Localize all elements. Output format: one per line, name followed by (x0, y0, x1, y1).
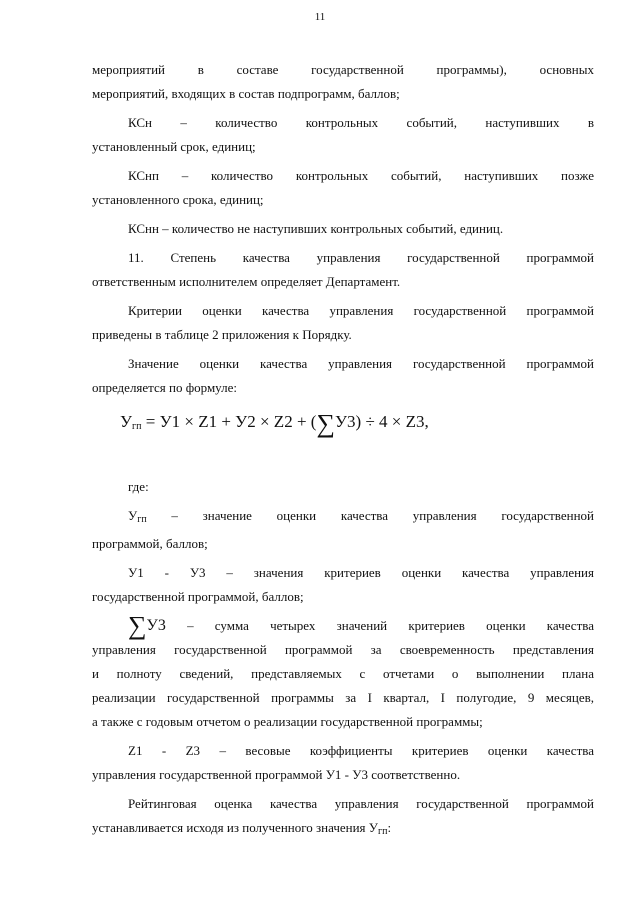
text-line: КСн – количество контрольных событий, наступивших в (128, 115, 594, 130)
text-line: установленный срок, единиц; (92, 139, 256, 154)
text-line: мероприятий в составе государственной программы), основных (92, 62, 594, 77)
text-line: государственной программой, баллов; (92, 589, 304, 604)
formula-lhs: У (120, 412, 133, 431)
text-line (92, 816, 594, 844)
definition-z1-z3 (92, 739, 594, 787)
page-number: 11 (314, 11, 326, 23)
paragraph-ksnn: КСнн – количество не наступивших контрольных событий, единиц. (128, 221, 504, 236)
paragraph-formula-intro (92, 352, 594, 400)
text-line (92, 504, 594, 532)
where-label: где: (128, 479, 149, 494)
formula-rhs-part2: У3) ÷ 4 × Z3, (335, 412, 429, 431)
paragraph-11 (92, 246, 594, 294)
definition-text: – сумма четырех значений критериев оценки качества (165, 618, 594, 633)
definition-symbol: У (128, 508, 138, 523)
paragraph-criteria (92, 299, 594, 347)
text-line: КСнп – количество контрольных событий, наступивших позже (128, 168, 594, 183)
definition-text: – значение оценки качества управления государственной (146, 508, 594, 523)
text-line: реализации государственной программы за I квартал, I полугодие, 9 месяцев, (92, 690, 594, 705)
definition-symbol: У3 (146, 617, 166, 634)
paragraph-rating (92, 792, 594, 844)
rating-colon: : (387, 820, 392, 835)
text-line: 11. Степень качества управления государственной программой (128, 250, 594, 265)
document-body (92, 58, 594, 849)
formula-rhs-part1: = У1 × Z1 + У2 × Z2 + ( (141, 412, 317, 431)
text-line: Значение оценки качества управления государственной программой (128, 356, 594, 371)
formula-ugp (120, 410, 594, 439)
formula-lhs-subscript: гп (132, 421, 142, 432)
paragraph-ksnp (92, 164, 594, 212)
text-line: Критерии оценки качества управления государственной программой (128, 303, 594, 318)
sum-symbol: ∑ (316, 409, 335, 438)
text-line: а также с годовым отчетом о реализации государственной программы; (92, 714, 483, 729)
sum-symbol: ∑ (128, 611, 147, 640)
text-line: Z1 - Z3 – весовые коэффициенты критериев оценки качества (128, 743, 594, 758)
definition-u1-u3 (92, 561, 594, 609)
rating-subscript: гп (378, 826, 388, 837)
paragraph-ksn (92, 111, 594, 159)
text-line: Рейтинговая оценка качества управления государственной программой (128, 796, 594, 811)
text-line: установленного срока, единиц; (92, 192, 264, 207)
text-line: приведены в таблице 2 приложения к Порядку. (92, 327, 352, 342)
text-line: ответственным исполнителем определяет Департамент. (92, 274, 401, 289)
text-line: мероприятий, входящих в состав подпрограмм, баллов; (92, 86, 400, 101)
text-line: и полноту сведений, представляемых с отчетами о выполнении плана (92, 666, 594, 681)
paragraph-activities (92, 58, 594, 106)
definition-ugp (92, 504, 594, 556)
definition-sum-u3 (92, 611, 594, 734)
text-line: управления государственной программой У1 - У3 соответственно. (92, 767, 461, 782)
rating-text: устанавливается исходя из полученного значения У (92, 820, 378, 835)
text-line: определяется по формуле: (92, 380, 237, 395)
text-line: У1 - У3 – значения критериев оценки качества управления (128, 565, 594, 580)
text-line (92, 611, 594, 640)
text-line: программой, баллов; (92, 536, 208, 551)
definition-subscript: гп (137, 514, 147, 525)
text-line: управления государственной программой за своевременность представления (92, 642, 594, 657)
